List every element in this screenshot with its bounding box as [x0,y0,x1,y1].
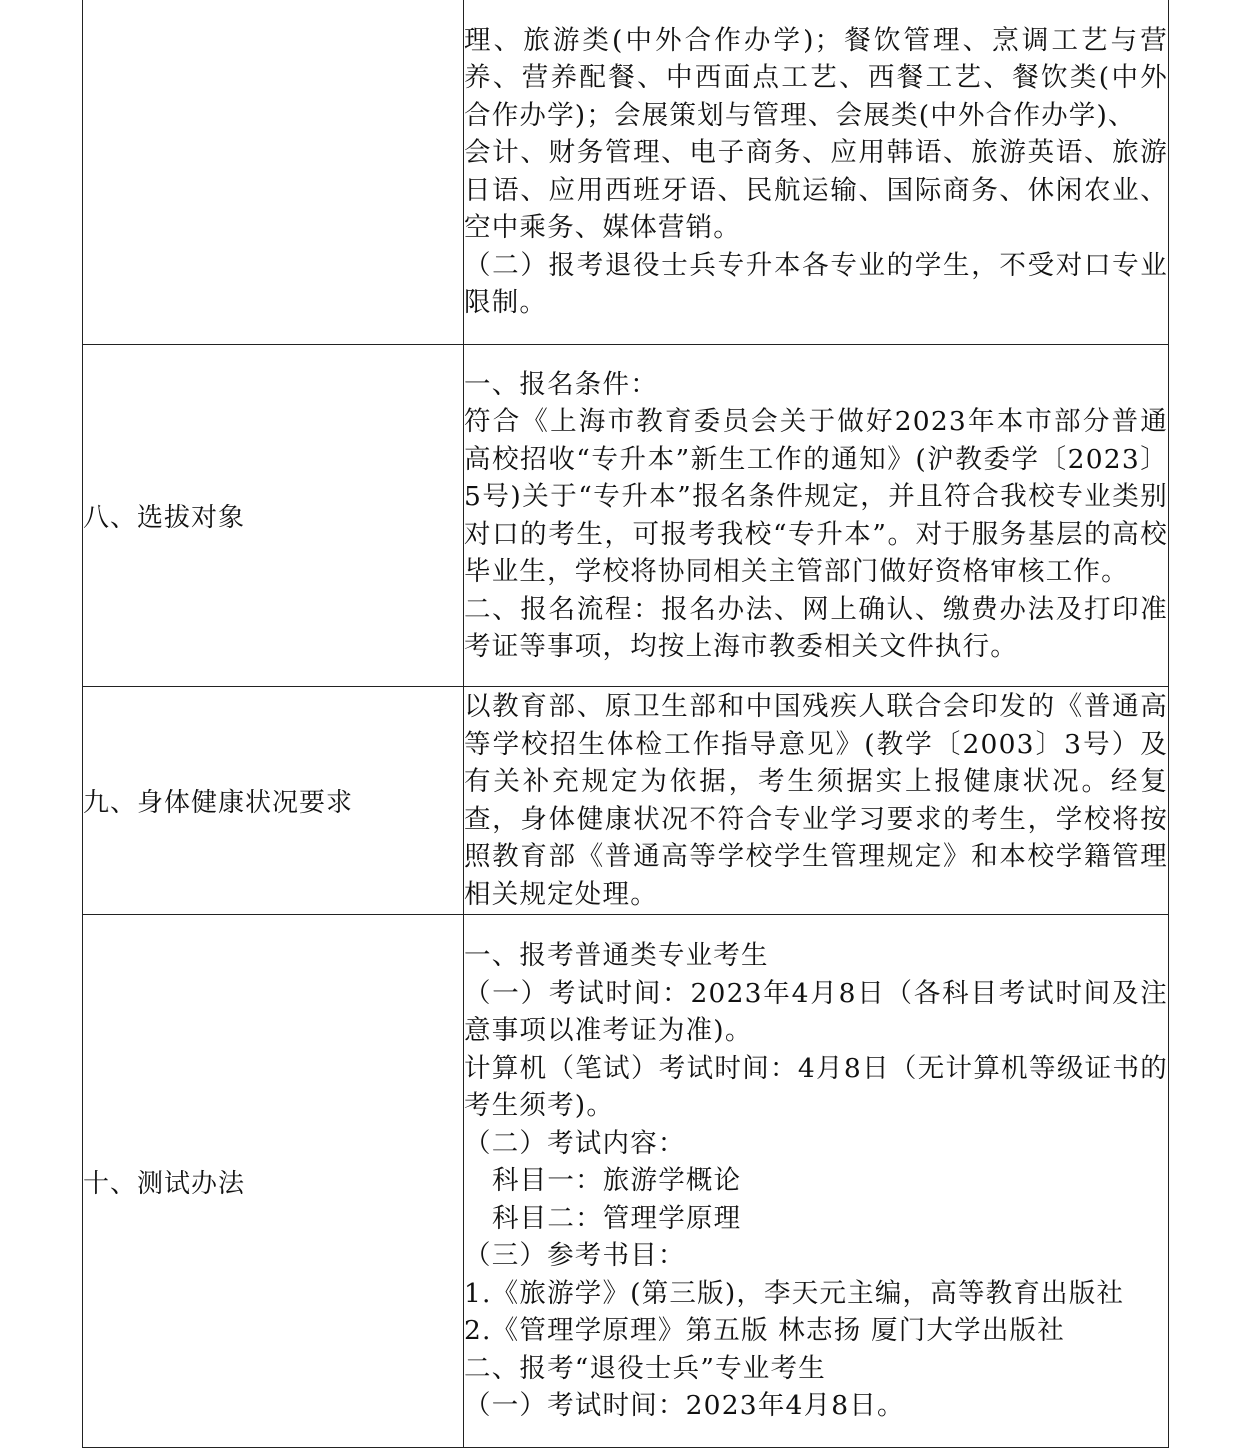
admission-info-table [82,0,1169,1448]
row-label [83,0,464,345]
paragraph: （一）考试时间：2023年4月8日（各科目考试时间及注意事项以准考证为准)。 [464,977,1168,1047]
paragraph: 一、报考普通类专业考生 [464,940,769,972]
paragraph: 2.《管理学原理》第五版 林志扬 厦门大学出版社 [464,1315,1065,1347]
paragraph: 计算机（笔试）考试时间：4月8日（无计算机等级证书的考生须考)。 [464,1052,1168,1122]
paragraph: 会计、财务管理、电子商务、应用韩语、旅游英语、旅游日语、应用西班牙语、民航运输、国际商务、休闲农业、空中乘务、媒体营销。 [464,137,1168,243]
row-content [464,687,1169,915]
paragraph: 理、旅游类(中外合作办学)；餐饮管理、烹调工艺与营养、营养配餐、中西面点工艺、西餐工艺、餐饮类(中外合作办学)；会展策划与管理、会展类(中外合作办学)、 [464,24,1168,131]
table-row [83,345,1169,687]
row-label: 十、测试办法 [83,915,464,1448]
row-content [464,915,1169,1448]
row-label: 八、选拔对象 [83,345,464,687]
row-content [464,0,1169,345]
paragraph: 一、报名条件： [464,368,658,400]
paragraph: 二、报考“退役士兵”专业考生 [464,1352,826,1384]
table-row [83,687,1169,915]
paragraph: （二）考试内容： [464,1127,686,1159]
paragraph: 二、报名流程：报名办法、网上确认、缴费办法及打印准考证等事项，均按上海市教委相关文件执行。 [464,593,1168,662]
table-row [83,915,1169,1448]
paragraph: 以教育部、原卫生部和中国残疾人联合会印发的《普通高等学校招生体检工作指导意见》(教学〔2003〕3号）及有关补充规定为依据，考生须据实上报健康状况。经复查，身体健康状况不符合专业学习要求的考生，学校将按照教育部《普通高等学校学生管理规定》和本校学籍管理相关规定处理。 [464,691,1168,910]
paragraph: 1.《旅游学》(第三版)，李天元主编，高等教育出版社 [464,1277,1125,1309]
paragraph: （二）报考退役士兵专升本各专业的学生，不受对口专业限制。 [464,249,1168,318]
paragraph: 科目一：旅游学概论 [492,1165,742,1197]
paragraph: （三）参考书目： [464,1240,686,1272]
paragraph: （一）考试时间：2023年4月8日。 [464,1390,905,1422]
row-content [464,345,1169,687]
table-row [83,0,1169,345]
paragraph: 符合《上海市教育委员会关于做好2023年本市部分普通高校招收“专升本”新生工作的通知》(沪教委学〔2023〕5号)关于“专升本”报名条件规定，并且符合我校专业类别对口的考生，可报考我校“专升本”。对于服务基层的高校毕业生，学校将协同相关主管部门做好资格审核工作。 [464,406,1168,587]
row-label: 九、身体健康状况要求 [83,687,464,915]
paragraph: 科目二：管理学原理 [492,1202,742,1234]
